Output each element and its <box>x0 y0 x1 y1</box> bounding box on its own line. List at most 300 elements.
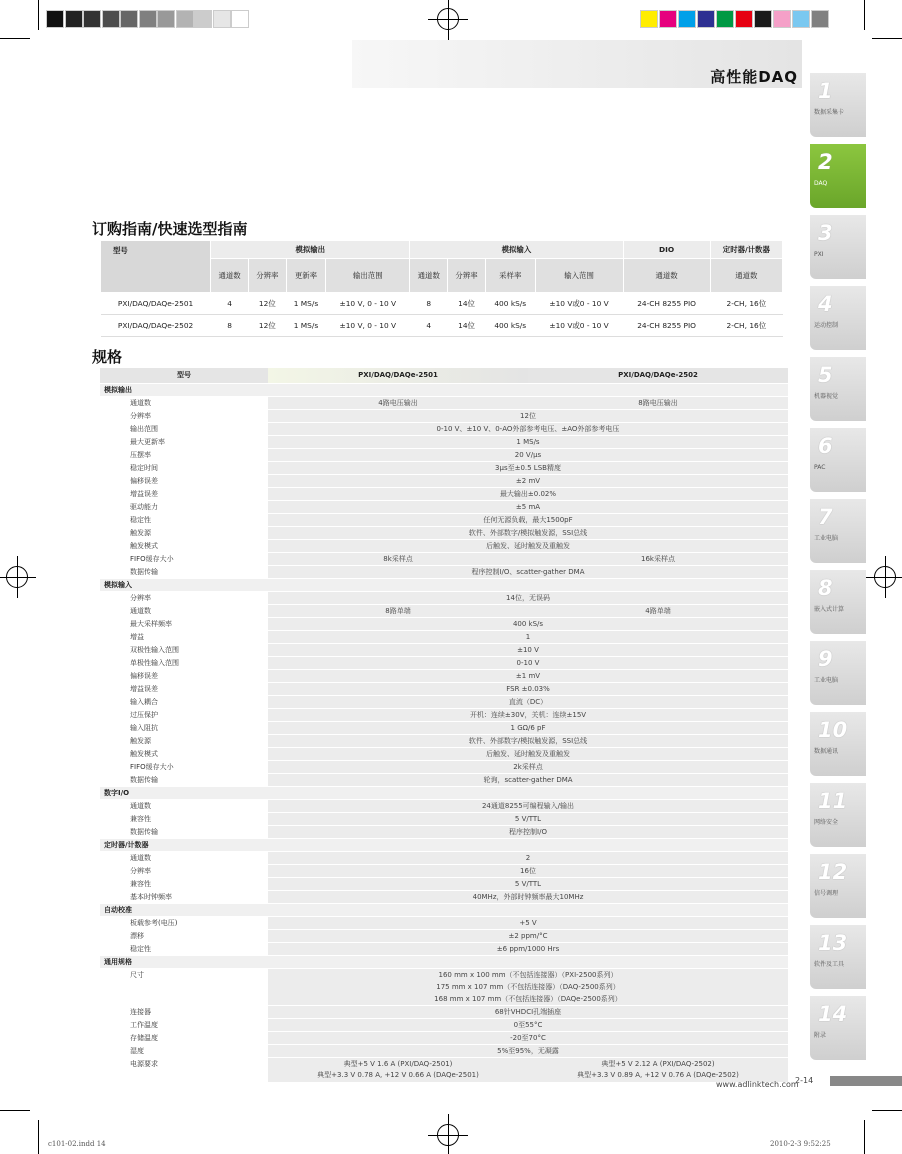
spec-row <box>100 968 788 1005</box>
spec-value <box>268 435 788 448</box>
spec-row <box>100 656 788 669</box>
gray-swatch <box>120 10 138 28</box>
spec-value-line: 典型+5 V 1.6 A (PXI/DAQ-2501) <box>343 1059 453 1068</box>
spec-label: 基本时钟频率 <box>100 890 268 903</box>
crop-mark <box>872 1110 902 1111</box>
crop-mark <box>38 1120 39 1154</box>
spec-row <box>100 409 788 422</box>
spec-value-line: 5 V/TTL <box>514 814 542 823</box>
spec-label: 偏移误差 <box>100 474 268 487</box>
spec-row <box>100 617 788 630</box>
spec-label: 电源要求 <box>100 1057 268 1082</box>
spec-value-line: ±6 ppm/1000 Hrs <box>496 944 560 953</box>
spec-header-col1: PXI/DAQ/DAQe-2501 <box>268 368 528 383</box>
gray-swatch <box>157 10 175 28</box>
spec-value <box>268 487 788 500</box>
spec-value <box>268 682 788 695</box>
registration-mark <box>428 19 468 20</box>
spec-value-line: 2k采样点 <box>513 762 543 771</box>
table-cell: 4 <box>410 315 448 337</box>
spec-label: 双极性输入范围 <box>100 643 268 656</box>
print-date: 2010-2-3 9:52:25 <box>770 1140 831 1148</box>
spec-value-line: 0-10 V <box>516 658 540 667</box>
spec-value-line: 160 mm x 100 mm（不包括连接器）（PXI-2500系列） <box>438 970 618 979</box>
color-swatch <box>773 10 791 28</box>
spec-label: FIFO缓存大小 <box>100 760 268 773</box>
tab-chapter-1[interactable] <box>810 73 866 137</box>
table-cell: ±10 V或0 - 10 V <box>535 293 623 315</box>
tab-label: PAC <box>814 464 826 471</box>
tab-chapter-12[interactable] <box>810 854 866 918</box>
spec-value-line: 开机：连续±30V，关机：连续±15V <box>469 710 587 719</box>
spec-value <box>268 1044 788 1057</box>
spec-value <box>268 734 788 747</box>
spec-value-line: 典型+5 V 2.12 A (PXI/DAQ-2502) <box>601 1059 715 1068</box>
sub-header: 通道数 <box>211 259 249 293</box>
spec-value <box>528 552 788 565</box>
spec-category <box>100 903 788 916</box>
spec-value-line: 典型+3.3 V 0.89 A, +12 V 0.76 A (DAQe-2502) <box>577 1070 739 1079</box>
spec-value-line: FSR ±0.03% <box>506 684 550 693</box>
spec-value-line: 直流（DC） <box>508 697 548 706</box>
spec-label: 输入阻抗 <box>100 721 268 734</box>
sub-header: 通道数 <box>710 259 782 293</box>
spec-value-line: ±2 mV <box>515 476 541 485</box>
tab-chapter-8[interactable] <box>810 570 866 634</box>
spec-label: 输入耦合 <box>100 695 268 708</box>
spec-value-line: 2 <box>525 853 531 862</box>
spec-value-line: ±1 mV <box>515 671 541 680</box>
spec-label: 最大更新率 <box>100 435 268 448</box>
spec-value-line: 程序控制I/O <box>509 827 547 836</box>
spec-row <box>100 942 788 955</box>
spec-value <box>268 747 788 760</box>
tab-label: 数据通讯 <box>814 748 839 755</box>
spec-label: 兼容性 <box>100 812 268 825</box>
spec-value-line: 16位 <box>520 866 536 875</box>
tab-number: 5 <box>818 363 833 387</box>
spec-section-title: 规格 <box>92 348 123 366</box>
spec-value-line: 1 <box>525 632 531 641</box>
spec-value-line: 程序控制I/O、scatter-gather DMA <box>471 567 585 576</box>
spec-value-line: 软件、外部数字/模拟触发源，SSI总线 <box>468 736 588 745</box>
spec-value <box>268 617 788 630</box>
table-cell: PXI/DAQ/DAQe-2501 <box>101 293 211 315</box>
spec-label: 通道数 <box>100 851 268 864</box>
spec-value <box>268 799 788 812</box>
category-label: 通用规格 <box>100 955 788 968</box>
table-row <box>101 315 783 337</box>
spec-value <box>268 864 788 877</box>
ordering-section-title: 订购指南/快速选型指南 <box>92 220 248 238</box>
spec-label: 通道数 <box>100 604 268 617</box>
spec-value-line: 最大输出±0.02% <box>499 489 557 498</box>
spec-label: 输出范围 <box>100 422 268 435</box>
spec-row <box>100 890 788 903</box>
spec-value-line: 1 GΩ/6 pF <box>510 723 546 732</box>
registration-mark <box>0 577 36 578</box>
color-swatch <box>697 10 715 28</box>
spec-row <box>100 734 788 747</box>
spec-row <box>100 864 788 877</box>
spec-row <box>100 721 788 734</box>
tab-label: 数据采集卡 <box>814 109 845 116</box>
tab-number: 7 <box>818 505 833 529</box>
spec-value-line: 168 mm x 107 mm（不包括连接器）（DAQe-2500系列） <box>434 994 622 1003</box>
spec-label: 板载参考(电压) <box>100 916 268 929</box>
gray-swatch <box>65 10 83 28</box>
crop-mark <box>872 38 902 39</box>
page-number: 2-14 <box>795 1076 814 1085</box>
spec-value-line: 20 V/μs <box>514 450 542 459</box>
category-label: 定时器/计数器 <box>100 838 788 851</box>
page-bar <box>830 1076 902 1086</box>
spec-value <box>268 552 528 565</box>
table-cell: 12位 <box>248 315 286 337</box>
tab-number: 9 <box>818 647 833 671</box>
spec-row <box>100 1057 788 1082</box>
table-cell: ±10 V, 0 - 10 V <box>326 315 410 337</box>
spec-category <box>100 786 788 799</box>
tab-chapter-10[interactable] <box>810 712 866 776</box>
spec-row <box>100 435 788 448</box>
table-cell: 24-CH 8255 PIO <box>623 315 710 337</box>
spec-label: 偏移误差 <box>100 669 268 682</box>
spec-label: 分辨率 <box>100 409 268 422</box>
spec-value <box>528 1057 788 1082</box>
spec-row <box>100 747 788 760</box>
spec-value-line: 12位 <box>520 411 536 420</box>
table-row <box>101 293 783 315</box>
tab-number: 12 <box>818 860 848 884</box>
color-swatch <box>754 10 772 28</box>
spec-value-line: 0至55°C <box>513 1020 543 1029</box>
spec-value-line: 4路电压输出 <box>378 398 418 407</box>
spec-row <box>100 1018 788 1031</box>
spec-row <box>100 695 788 708</box>
tab-chapter-6[interactable] <box>810 428 866 492</box>
spec-category <box>100 383 788 396</box>
tab-number: 1 <box>818 79 833 103</box>
spec-value <box>528 396 788 409</box>
tab-number: 4 <box>818 292 833 316</box>
spec-value <box>268 409 788 422</box>
spec-row <box>100 565 788 578</box>
tab-label: 工业电脑 <box>814 535 839 542</box>
sub-header: 更新率 <box>286 259 326 293</box>
spec-label: 通道数 <box>100 799 268 812</box>
spec-value-line: 400 kS/s <box>512 619 544 628</box>
spec-value-line: 1 MS/s <box>516 437 540 446</box>
spec-label: FIFO缓存大小 <box>100 552 268 565</box>
tab-chapter-9[interactable] <box>810 641 866 705</box>
spec-label: 尺寸 <box>100 968 268 1005</box>
spec-row <box>100 500 788 513</box>
spec-value <box>528 604 788 617</box>
spec-row <box>100 812 788 825</box>
category-label: 自动校准 <box>100 903 788 916</box>
tab-chapter-4[interactable] <box>810 286 866 350</box>
col-ai: 模拟输入 <box>410 241 623 259</box>
spec-value-line: 4路单端 <box>645 606 671 615</box>
spec-value <box>268 422 788 435</box>
tab-number: 8 <box>818 576 833 600</box>
spec-row <box>100 487 788 500</box>
spec-row <box>100 708 788 721</box>
table-cell: 24-CH 8255 PIO <box>623 293 710 315</box>
spec-value <box>268 669 788 682</box>
spec-value <box>268 773 788 786</box>
crop-mark <box>0 38 30 39</box>
spec-value-line: 8路电压输出 <box>638 398 678 407</box>
spec-value <box>268 630 788 643</box>
table-cell: 1 MS/s <box>286 293 326 315</box>
spec-value-line: -20至70°C <box>510 1033 546 1042</box>
tab-number: 13 <box>818 931 848 955</box>
category-label: 数字I/O <box>100 786 788 799</box>
spec-row <box>100 396 788 409</box>
spec-value <box>268 1031 788 1044</box>
spec-value-line: ±5 mA <box>515 502 541 511</box>
crop-mark <box>864 1120 865 1154</box>
gray-swatch <box>83 10 101 28</box>
spec-row <box>100 526 788 539</box>
table-cell: 400 kS/s <box>485 293 535 315</box>
spec-label: 兼容性 <box>100 877 268 890</box>
spec-label: 湿度 <box>100 1044 268 1057</box>
sub-header: 分辨率 <box>248 259 286 293</box>
col-dio: DIO <box>623 241 710 259</box>
spec-value-line: ±10 V <box>517 645 539 654</box>
tab-chapter-13[interactable] <box>810 925 866 989</box>
page-title: 高性能DAQ <box>710 68 798 86</box>
tab-label: 信号调理 <box>814 890 839 897</box>
spec-label: 增益 <box>100 630 268 643</box>
spec-label: 增益误差 <box>100 487 268 500</box>
color-swatch <box>735 10 753 28</box>
sub-header: 输出范围 <box>326 259 410 293</box>
color-swatch <box>716 10 734 28</box>
tab-label: DAQ <box>814 180 828 187</box>
spec-row <box>100 630 788 643</box>
spec-label: 触发源 <box>100 734 268 747</box>
spec-row <box>100 669 788 682</box>
spec-value <box>268 1005 788 1018</box>
tab-chapter-7[interactable] <box>810 499 866 563</box>
color-swatch <box>678 10 696 28</box>
table-cell: 400 kS/s <box>485 315 535 337</box>
color-swatch <box>640 10 658 28</box>
spec-value-line: 40MHz，外部时钟频率最大10MHz <box>472 892 584 901</box>
spec-value-line: 0-10 V、±10 V、0-AO外部参考电压、±AO外部参考电压 <box>436 424 620 433</box>
spec-value <box>268 565 788 578</box>
spec-value <box>268 695 788 708</box>
spec-value-line: 5%至95%，无凝露 <box>497 1046 559 1055</box>
spec-row <box>100 916 788 929</box>
spec-value-line: 任何无源负载，最大1500pF <box>483 515 573 524</box>
spec-row <box>100 604 788 617</box>
spec-value-line: 3μs至±0.5 LSB精度 <box>495 463 561 472</box>
tab-chapter-14[interactable] <box>810 996 866 1060</box>
spec-value <box>268 461 788 474</box>
spec-row <box>100 1044 788 1057</box>
tab-chapter-11[interactable] <box>810 783 866 847</box>
spec-value <box>268 942 788 955</box>
spec-value <box>268 500 788 513</box>
tab-label: PXI <box>814 251 824 258</box>
table-cell: 4 <box>211 293 249 315</box>
spec-value-line: 典型+3.3 V 0.78 A, +12 V 0.66 A (DAQe-2501) <box>317 1070 479 1079</box>
gray-swatch <box>102 10 120 28</box>
spec-value-line: 软件、外部数字/模拟触发源，SSI总线 <box>468 528 588 537</box>
spec-category <box>100 955 788 968</box>
spec-value <box>268 851 788 864</box>
spec-label: 连接器 <box>100 1005 268 1018</box>
spec-value <box>268 591 788 604</box>
gray-swatch <box>139 10 157 28</box>
tab-label: 机器视觉 <box>814 393 839 400</box>
spec-category <box>100 838 788 851</box>
spec-row <box>100 513 788 526</box>
tab-number: 10 <box>818 718 848 742</box>
spec-label: 过压保护 <box>100 708 268 721</box>
spec-value <box>268 812 788 825</box>
spec-row <box>100 552 788 565</box>
file-name: c101-02.indd 14 <box>48 1140 106 1148</box>
spec-value-line: ±2 ppm/°C <box>508 931 548 940</box>
tab-number: 11 <box>818 789 848 813</box>
sub-header: 输入范围 <box>535 259 623 293</box>
spec-row <box>100 1005 788 1018</box>
spec-label: 稳定时间 <box>100 461 268 474</box>
gray-swatch <box>213 10 231 28</box>
table-cell: 8 <box>211 315 249 337</box>
gray-swatch <box>46 10 64 28</box>
spec-value-line: 8路单端 <box>385 606 411 615</box>
spec-value <box>268 513 788 526</box>
spec-header-label: 型号 <box>100 368 268 383</box>
spec-value-line: 轮询，scatter-gather DMA <box>483 775 573 784</box>
registration-mark <box>448 1114 449 1154</box>
spec-value <box>268 968 788 1005</box>
col-ct: 定时器/计数器 <box>710 241 782 259</box>
spec-value <box>268 643 788 656</box>
spec-label: 最大采样频率 <box>100 617 268 630</box>
spec-row <box>100 760 788 773</box>
col-model: 型号 <box>101 241 211 293</box>
table-cell: PXI/DAQ/DAQe-2502 <box>101 315 211 337</box>
spec-row <box>100 643 788 656</box>
spec-header-col2: PXI/DAQ/DAQe-2502 <box>528 368 788 383</box>
spec-value-line: 175 mm x 107 mm（不包括连接器）（DAQ-2500系列） <box>436 982 620 991</box>
spec-value <box>268 825 788 838</box>
registration-mark <box>866 577 902 578</box>
spec-value <box>268 929 788 942</box>
spec-row <box>100 539 788 552</box>
color-swatch <box>659 10 677 28</box>
col-ao: 模拟输出 <box>211 241 410 259</box>
spec-row <box>100 877 788 890</box>
category-label: 模拟输入 <box>100 578 788 591</box>
spec-label: 稳定性 <box>100 942 268 955</box>
sub-header: 通道数 <box>410 259 448 293</box>
spec-label: 压摆率 <box>100 448 268 461</box>
crop-mark <box>864 0 865 30</box>
spec-value <box>268 448 788 461</box>
gray-swatch <box>176 10 194 28</box>
tab-chapter-5[interactable] <box>810 357 866 421</box>
spec-label: 数据传输 <box>100 773 268 786</box>
spec-value-line: 后触发、延时触发及重触发 <box>486 541 570 550</box>
sub-header: 分辨率 <box>448 259 486 293</box>
table-cell: 8 <box>410 293 448 315</box>
spec-value-line: 后触发、延时触发及重触发 <box>486 749 570 758</box>
tab-label: 软件及工具 <box>814 961 845 968</box>
spec-label: 漂移 <box>100 929 268 942</box>
table-cell: 12位 <box>248 293 286 315</box>
gray-swatch <box>194 10 212 28</box>
spec-row <box>100 825 788 838</box>
spec-category <box>100 578 788 591</box>
category-label: 模拟输出 <box>100 383 788 396</box>
crop-mark <box>0 1110 30 1111</box>
spec-value <box>268 474 788 487</box>
spec-value <box>268 877 788 890</box>
tab-label: 工业电脑 <box>814 677 839 684</box>
sub-header: 通道数 <box>623 259 710 293</box>
spec-value <box>268 526 788 539</box>
registration-mark <box>448 0 449 40</box>
spec-value <box>268 916 788 929</box>
spec-value <box>268 1057 528 1082</box>
spec-label: 稳定性 <box>100 513 268 526</box>
tab-chapter-3[interactable] <box>810 215 866 279</box>
spec-row <box>100 929 788 942</box>
tab-number: 14 <box>818 1002 848 1026</box>
spec-value <box>268 760 788 773</box>
spec-row <box>100 474 788 487</box>
registration-mark <box>428 1135 468 1136</box>
spec-label: 存储温度 <box>100 1031 268 1044</box>
spec-row <box>100 422 788 435</box>
spec-label: 数据传输 <box>100 825 268 838</box>
spec-value <box>268 708 788 721</box>
tab-chapter-2[interactable] <box>810 144 866 208</box>
spec-value-line: 5 V/TTL <box>514 879 542 888</box>
spec-value <box>268 890 788 903</box>
spec-label: 工作温度 <box>100 1018 268 1031</box>
spec-label: 增益误差 <box>100 682 268 695</box>
spec-label: 分辨率 <box>100 591 268 604</box>
crop-mark <box>38 0 39 30</box>
spec-row <box>100 773 788 786</box>
spec-label: 触发模式 <box>100 747 268 760</box>
spec-row <box>100 448 788 461</box>
tab-label: 运动控制 <box>814 322 839 329</box>
spec-label: 数据传输 <box>100 565 268 578</box>
spec-label: 分辨率 <box>100 864 268 877</box>
spec-value <box>268 604 528 617</box>
table-cell: 2-CH, 16位 <box>710 315 782 337</box>
spec-value-line: 16k采样点 <box>641 554 675 563</box>
table-cell: ±10 V, 0 - 10 V <box>326 293 410 315</box>
spec-value-line: 8k采样点 <box>383 554 413 563</box>
spec-row <box>100 682 788 695</box>
spec-value-line: +5 V <box>519 918 537 927</box>
spec-row <box>100 1031 788 1044</box>
spec-label: 单极性输入范围 <box>100 656 268 669</box>
spec-row <box>100 461 788 474</box>
